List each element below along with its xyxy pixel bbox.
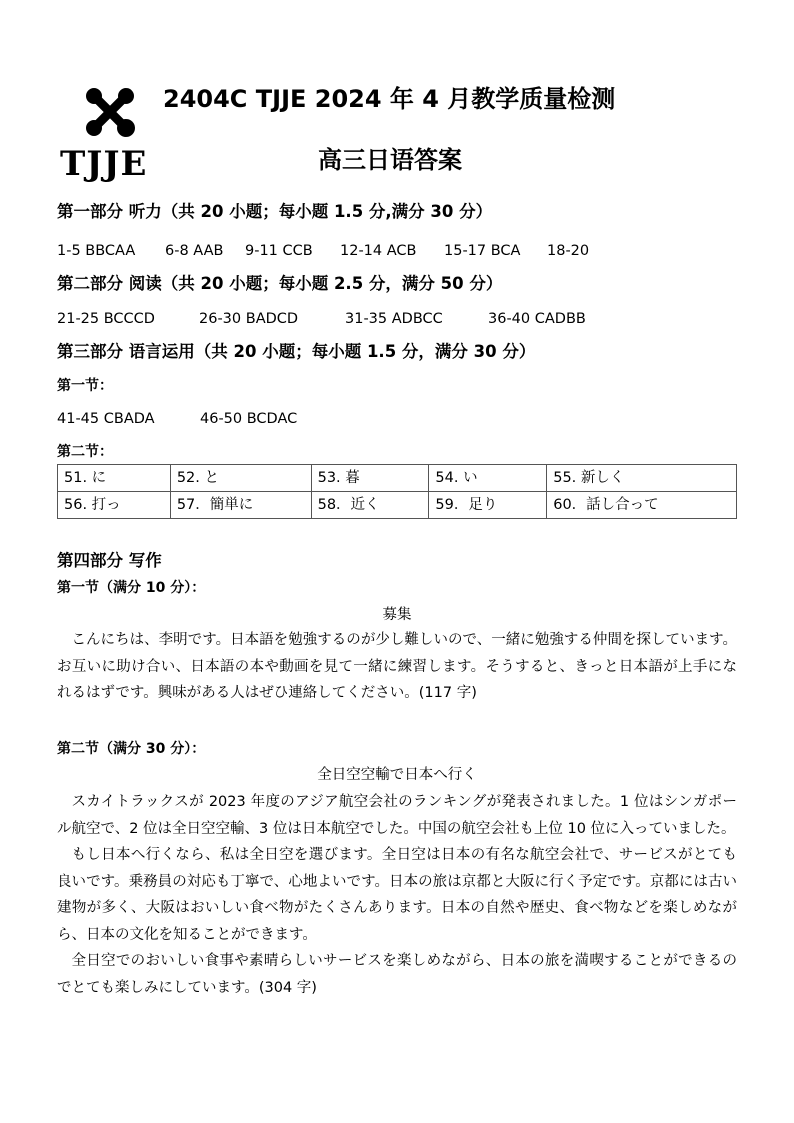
answer-group: 1-5 BBCAA <box>57 243 136 259</box>
answer-group: 15-17 BCA <box>444 243 521 259</box>
table-cell: 57．簡単に <box>170 492 311 519</box>
answer-group: 31-35 ADBCC <box>345 311 443 327</box>
table-row <box>58 465 737 492</box>
answer-group: 6-8 AAB <box>165 243 224 259</box>
part3-section1-label: 第一节： <box>57 378 113 394</box>
essay2-body <box>57 789 737 1001</box>
answer-group: 21-25 BCCCD <box>57 311 155 327</box>
part3-section2-label: 第二节： <box>57 444 113 460</box>
table-cell: 51. に <box>58 465 171 492</box>
part2-answers <box>57 308 586 330</box>
page-subtitle: 高三日语答案 <box>318 146 462 174</box>
logo-mark-icon <box>84 86 136 138</box>
table-cell: 60．話し合って <box>547 492 737 519</box>
essay2-paragraph: もし日本へ行くなら、私は全日空を選びます。全日空は日本の有名な航空会社で、サービスがとても良いです。乗務員の対応も丁寧で、心地よいです。日本の旅は京都と大阪に行く予定です。京都には古い建物が多く、大阪はおいしい食べ物がたくさんあります。日本の自然や歴史、食べ物などを楽しめながら、日本の文化を知ることができます。 <box>57 847 737 943</box>
part2-heading: 第二部分 阅读（共 20 小题；每小题 2.5 分，满分 50 分） <box>57 274 503 293</box>
answer-group: 41-45 CBADA <box>57 411 155 427</box>
part4-heading: 第四部分 写作 <box>57 551 162 570</box>
part1-answers <box>57 240 589 262</box>
table-cell: 54. い <box>429 465 547 492</box>
page-title: 2404C TJJE 2024 年 4 月教学质量检测 <box>163 85 616 113</box>
part4-section1-label: 第一节（满分 10 分）： <box>57 580 206 596</box>
table-cell: 53. 暮 <box>311 465 429 492</box>
answer-group: 9-11 CCB <box>245 243 313 259</box>
table-row <box>58 492 737 519</box>
part3-section1-answers <box>57 408 297 430</box>
essay2-paragraph: スカイトラックスが 2023 年度のアジア航空会社のランキングが発表されました。1 位はシンガポール航空で、2 位は全日空空輸、3 位は日本航空でした。中国の航空会社も上位 10 位に入っていました。 <box>57 794 737 837</box>
essay1-title: 募集 <box>382 607 412 623</box>
table-cell: 55. 新しく <box>547 465 737 492</box>
tjje-logo <box>60 86 160 182</box>
essay2-paragraph: 全日空でのおいしい食事や素晴らしいサービスを楽しめながら、日本の旅を満喫することができるのでとても楽しみにしています。(304 字) <box>57 953 737 996</box>
answer-group: 26-30 BADCD <box>199 311 299 327</box>
answer-group: 18-20 <box>547 243 590 259</box>
part3-heading: 第三部分 语言运用（共 20 小题；每小题 1.5 分，满分 30 分） <box>57 342 536 361</box>
essay1-paragraph: こんにちは、李明です。日本語を勉強するのが少し難しいので、一緒に勉強する仲間を探しています。お互いに助け合い、日本語の本や動画を見て一緒に練習します。そうすると、きっと日本語が上手になれるはずです。興味がある人はぜひ連絡してください。(117 字) <box>57 632 737 701</box>
table-cell: 59．足り <box>429 492 547 519</box>
cloze-answer-table <box>57 464 737 519</box>
answer-group: 36-40 CADBB <box>488 311 586 327</box>
essay2-title: 全日空空輸で日本へ行く <box>317 767 477 783</box>
answer-group: 12-14 ACB <box>340 243 417 259</box>
table-cell: 52. と <box>170 465 311 492</box>
table-cell: 58．近く <box>311 492 429 519</box>
essay1-body <box>57 627 737 707</box>
table-cell: 56. 打っ <box>58 492 171 519</box>
logo-text: TJJE <box>60 144 148 184</box>
part1-heading: 第一部分 听力（共 20 小题；每小题 1.5 分,满分 30 分） <box>57 202 493 221</box>
answer-group: 46-50 BCDAC <box>200 411 298 427</box>
part4-section2-label: 第二节（满分 30 分）： <box>57 741 206 757</box>
